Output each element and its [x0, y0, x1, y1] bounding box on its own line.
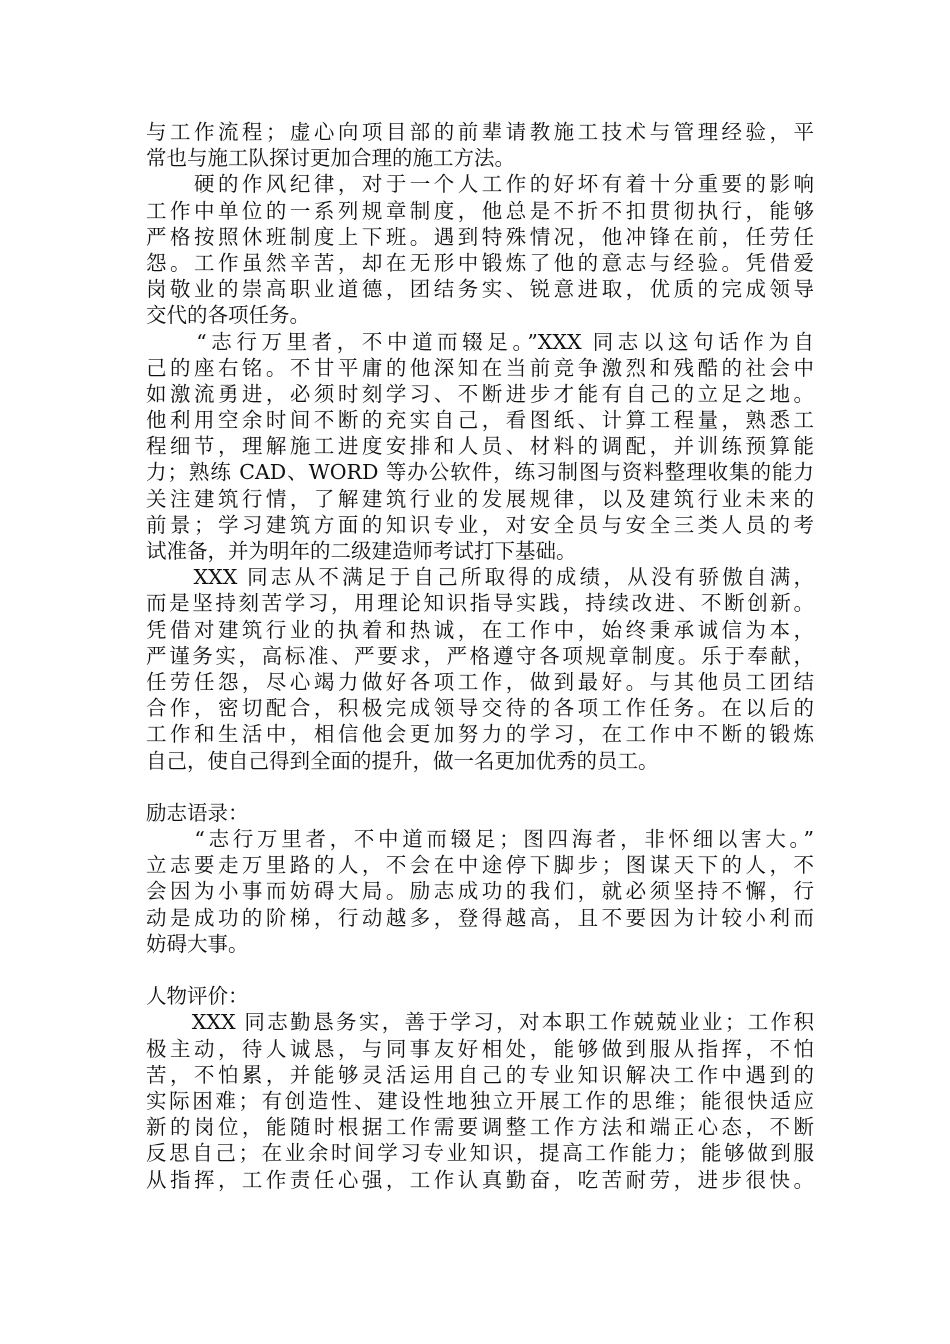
paragraph-start-line: “志行万里者，不中道而辍足；图四海者，非怀细以害大。” — [146, 827, 814, 852]
text-line: 严格按照休班制度上下班。遇到特殊情况，他冲锋在前，任劳任 — [146, 224, 814, 249]
text-line: 工作和生活中，相信他会更加努力的学习，在工作中不断的锻炼 — [146, 722, 814, 747]
text-line: 常也与施工队探讨更加合理的施工方法。 — [146, 146, 515, 171]
text-line: 动是成功的阶梯，行动越多，登得越高，且不要因为计较小利而 — [146, 905, 814, 930]
text-line: 反思自己；在业余时间学习专业知识，提高工作能力；能够做到服 — [146, 1141, 814, 1166]
text-line: 严谨务实，高标准、严要求，严格遵守各项规章制度。乐于奉献， — [146, 643, 814, 668]
text-line: 极主动，待人诚恳，与同事友好相处，能够做到服从指挥，不怕 — [146, 1036, 814, 1061]
text-line: 立志要走万里路的人，不会在中途停下脚步；图谋天下的人，不 — [146, 853, 814, 878]
text-line: 而是坚持刻苦学习，用理论知识指导实践，持续改进、不断创新。 — [146, 591, 814, 616]
text-line: 怨。工作虽然辛苦，却在无形中锻炼了他的意志与经验。凭借爱 — [146, 250, 814, 275]
text-line: 工作中单位的一系列规章制度，他总是不折不扣贯彻执行，能够 — [146, 198, 814, 223]
text-line: 己的座右铭。不甘平庸的他深知在当前竞争激烈和残酷的社会中 — [146, 355, 814, 380]
text-line: 交代的各项任务。 — [146, 303, 310, 328]
text-line: 凭借对建筑行业的执着和热诚，在工作中，始终秉承诚信为本， — [146, 617, 814, 642]
text-line: 苦，不怕累，并能够灵活运用自己的专业知识解决工作中遇到的 — [146, 1062, 814, 1087]
text-line: 如激流勇进，必须时刻学习、不断进步才能有自己的立足之地。 — [146, 381, 814, 406]
text-line: 妨碍大事。 — [146, 931, 249, 956]
text-line: 合作，密切配合，积极完成领导交待的各项工作任务。在以后的 — [146, 696, 814, 721]
text-line: 会因为小事而妨碍大局。励志成功的我们，就必须坚持不懈，行 — [146, 879, 814, 904]
document-page — [146, 119, 814, 1193]
text-line: 实际困难；有创造性、建设性地独立开展工作的思维；能很快适应 — [146, 1088, 814, 1113]
blank-line — [146, 957, 814, 983]
section-heading-motto: 励志语录： — [146, 800, 249, 825]
text-line: 新的岗位，能随时根据工作需要调整工作方法和端正心态，不断 — [146, 1115, 814, 1140]
text-line: 与工作流程；虚心向项目部的前辈请教施工技术与管理经验，平 — [146, 120, 814, 144]
text-line: 试准备，并为明年的二级建造师考试打下基础。 — [146, 539, 577, 563]
text-line: 关注建筑行情，了解建筑行业的发展规律，以及建筑行业未来的 — [146, 486, 814, 511]
text-line: 岗敬业的崇高职业道德，团结务实、锐意进取，优质的完成领导 — [146, 277, 814, 302]
paragraph-start-line: XXX 同志勤恳务实，善于学习，对本职工作兢兢业业；工作积 — [146, 1010, 814, 1035]
paragraph-start-line: 硬的作风纪律，对于一个人工作的好坏有着十分重要的影响 — [146, 172, 814, 197]
text-line: 任劳任怨，尽心竭力做好各项工作，做到最好。与其他员工团结 — [146, 669, 814, 694]
section-heading-evaluation: 人物评价： — [146, 984, 249, 1009]
text-line: 前景；学习建筑方面的知识专业，对安全员与安全三类人员的考 — [146, 512, 814, 537]
text-line: 从指挥，工作责任心强，工作认真勤奋，吃苦耐劳，进步很快。 — [146, 1167, 814, 1192]
paragraph-start-line: “志行万里者，不中道而辍足。”XXX 同志以这句话作为自 — [146, 329, 814, 354]
text-line: 力；熟练 CAD、WORD 等办公软件，练习制图与资料整理收集的能力 — [146, 460, 814, 485]
text-line: 程细节，理解施工进度安排和人员、材料的调配，并训练预算能 — [146, 434, 814, 459]
paragraph-start-line: XXX 同志从不满足于自己所取得的成绩，从没有骄傲自满， — [146, 565, 814, 590]
blank-line — [146, 774, 814, 800]
text-line: 自己，使自己得到全面的提升，做一名更加优秀的员工。 — [146, 748, 659, 773]
text-line: 他利用空余时间不断的充实自己，看图纸、计算工程量，熟悉工 — [146, 408, 814, 433]
